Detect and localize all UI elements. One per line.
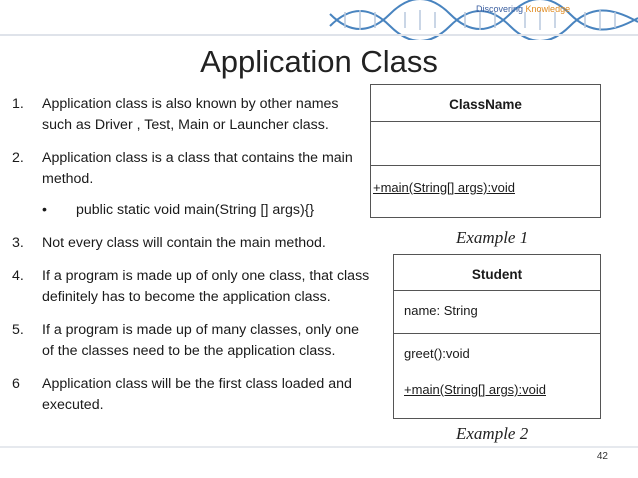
list-item <box>12 320 372 362</box>
item-text: If a program is made up of only one class, that class definitely has to become the application class. <box>42 268 370 305</box>
item-text: public static void main(String [] args){} <box>76 202 315 218</box>
item-number: 2. <box>12 150 24 166</box>
item-text: If a program is made up of many classes, only one of the classes need to be the application class. <box>42 322 360 359</box>
footer-divider <box>0 446 638 448</box>
uml-class-example2 <box>393 254 601 419</box>
item-number: 4. <box>12 268 24 284</box>
uml-name-compartment <box>394 255 600 291</box>
list-item-bullet <box>12 200 372 221</box>
list-item <box>12 94 372 136</box>
uml-method-compartment <box>371 166 600 216</box>
uml-method: +main(String[] args):void <box>373 180 515 195</box>
uml-attribute-compartment <box>371 122 600 166</box>
uml-class-name: Student <box>471 267 523 282</box>
brand-word-knowledge: Knowledge <box>525 4 571 14</box>
header-divider <box>0 34 638 36</box>
uml-name-compartment <box>371 85 600 122</box>
uml-attribute: name: String <box>404 303 478 318</box>
list-item <box>12 374 372 416</box>
item-text: Not every class will contain the main method. <box>42 235 326 251</box>
uml-class-example1 <box>370 84 601 218</box>
page-number: 42 <box>596 451 608 462</box>
item-number: 6 <box>12 376 20 392</box>
uml-method-compartment <box>394 334 600 417</box>
example2-caption: Example 2 <box>456 424 529 443</box>
item-number: 3. <box>12 235 24 251</box>
uml-class-name: ClassName <box>449 97 522 112</box>
item-text: Application class is also known by other names such as Driver , Test, Main or Launcher class. <box>42 96 339 133</box>
slide-title: Application Class <box>200 44 438 79</box>
item-text: Application class will be the first class loaded and executed. <box>42 376 352 413</box>
item-number: 1. <box>12 96 24 112</box>
item-text: Application class is a class that contains the main method. <box>42 150 353 187</box>
bullet-icon: • <box>42 202 47 218</box>
example1-caption: Example 1 <box>456 228 529 247</box>
uml-attribute-compartment <box>394 291 600 334</box>
uml-method: +main(String[] args):void <box>404 382 546 397</box>
brand-tagline <box>476 4 570 14</box>
list-item <box>12 233 372 254</box>
item-number: 5. <box>12 322 24 338</box>
uml-method: greet():void <box>404 346 470 361</box>
points-list <box>12 94 372 428</box>
list-item <box>12 266 372 308</box>
brand-word-discovering: Discovering <box>476 4 524 14</box>
list-item <box>12 148 372 190</box>
